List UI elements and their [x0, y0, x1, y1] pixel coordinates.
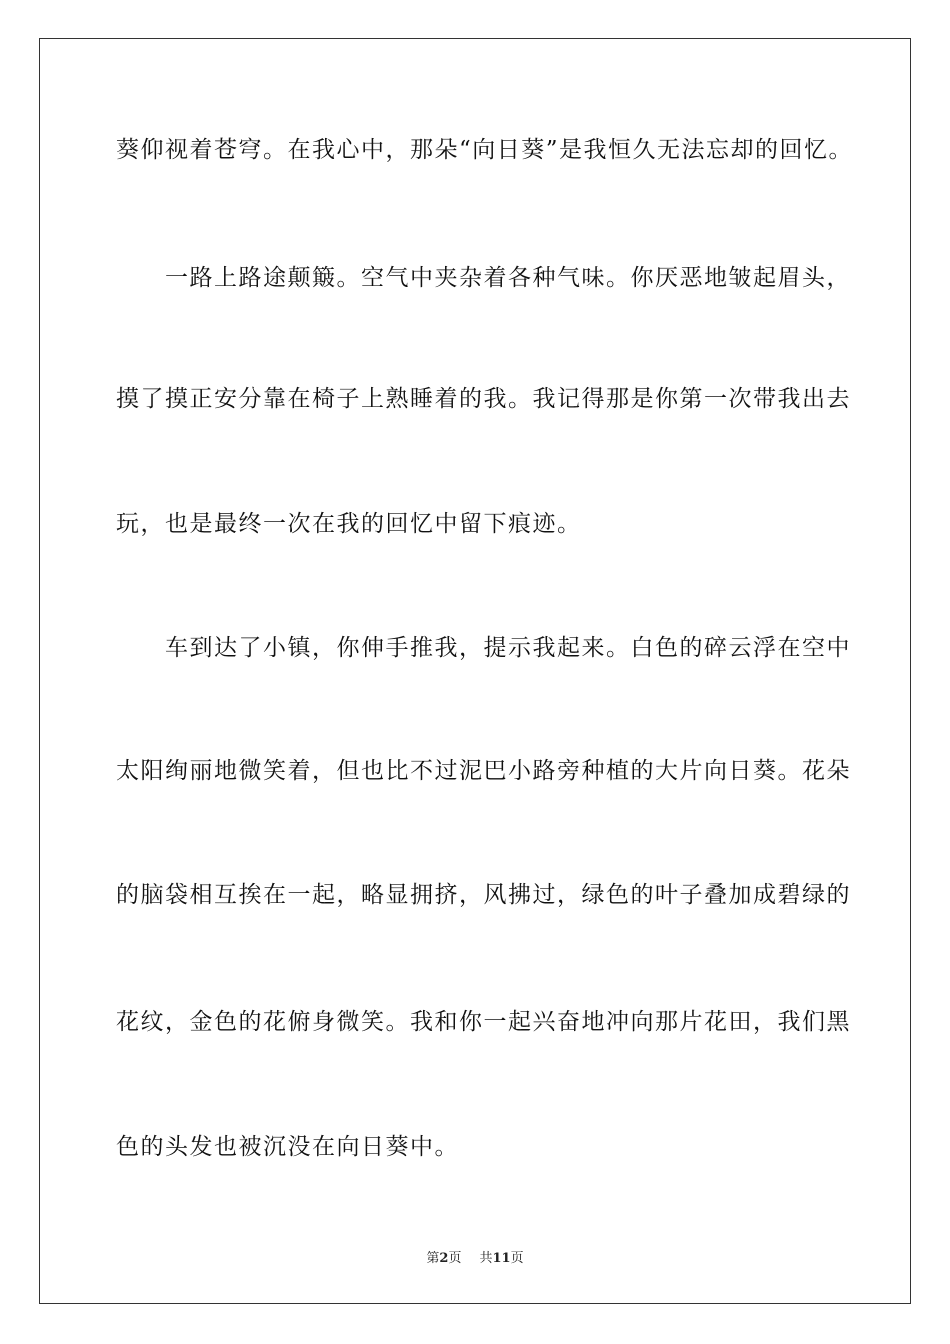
- text-line-3: 摸了摸正安分靠在椅子上熟睡着的我。我记得那是你第一次带我出去: [116, 386, 851, 412]
- text-line-4: 玩，也是最终一次在我的回忆中留下痕迹。: [116, 511, 582, 537]
- total-pages: 11: [492, 1251, 511, 1266]
- text-line-9: 色的头发也被沉没在向日葵中。: [116, 1134, 459, 1160]
- text-line-2: 一路上路途颠簸。空气中夹杂着各种气味。你厌恶地皱起眉头，: [116, 265, 851, 291]
- page-suffix: 页: [448, 1251, 462, 1266]
- text-line-8: 花纹，金色的花俯身微笑。我和你一起兴奋地冲向那片花田，我们黑: [116, 1009, 851, 1035]
- page-number: 2: [439, 1251, 449, 1266]
- text-line-6: 太阳绚丽地微笑着，但也比不过泥巴小路旁种植的大片向日葵。花朵: [116, 758, 851, 784]
- page-footer: [0, 1247, 950, 1266]
- page-prefix: 第: [426, 1251, 440, 1266]
- total-suffix: 页: [510, 1251, 524, 1266]
- total-prefix: 共: [479, 1251, 493, 1266]
- page-border: [39, 38, 911, 1304]
- text-line-7: 的脑袋相互挨在一起，略显拥挤，风拂过，绿色的叶子叠加成碧绿的: [116, 882, 851, 908]
- text-line-5: 车到达了小镇，你伸手推我，提示我起来。白色的碎云浮在空中: [116, 635, 851, 661]
- text-line-1: 葵仰视着苍穹。在我心中，那朵“向日葵”是我恒久无法忘却的回忆。: [116, 137, 854, 163]
